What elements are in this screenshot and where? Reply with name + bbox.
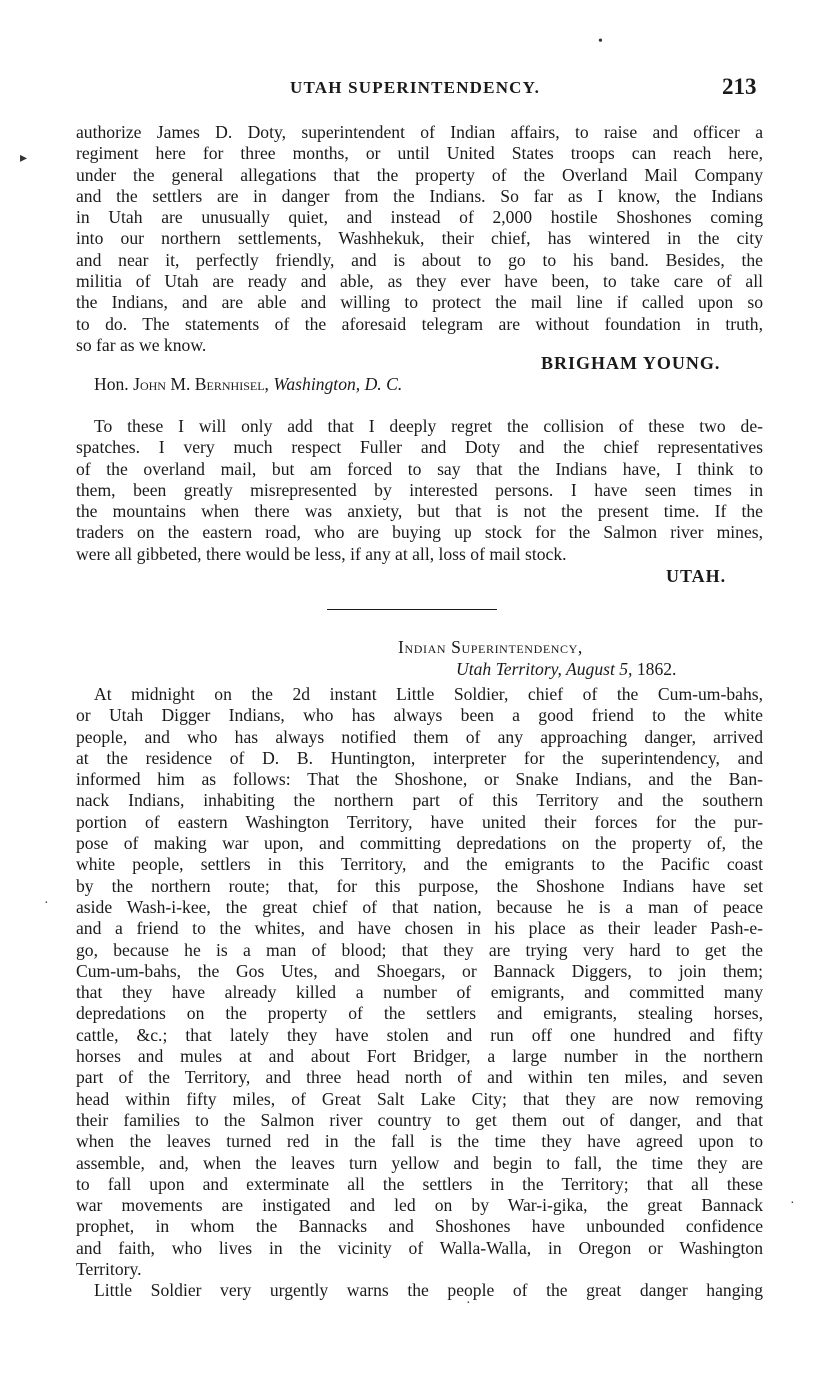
- letter-dateline: [456, 659, 676, 680]
- text-line: people, and who has always notified them of any approaching danger, arrived: [76, 726, 763, 747]
- letter-paragraph: [76, 684, 763, 1302]
- page-number: 213: [722, 74, 757, 99]
- text-line: pose of making war upon, and committing depredations on the property of, the: [76, 833, 763, 854]
- text-line: to fall upon and exterminate all the settlers in the Territory; that all these: [76, 1173, 763, 1194]
- letter-year: 1862.: [632, 659, 677, 679]
- text-line: horses and mules at and about Fort Bridger, a large number in the northern: [76, 1046, 763, 1067]
- text-line: that they have already killed a number of emigrants, and committed many: [76, 982, 763, 1003]
- text-line: To these I will only add that I deeply regret the collision of these two de-: [94, 416, 763, 436]
- text-line: Territory.: [76, 1259, 142, 1280]
- margin-dot-mark: •: [598, 34, 603, 49]
- letter-office-heading: Indian Superintendency,: [398, 637, 583, 657]
- running-title: UTAH SUPERINTENDENCY.: [290, 78, 541, 97]
- text-line: to do. The statements of the aforesaid telegram are without foundation in truth,: [76, 313, 763, 334]
- text-line: so far as we know.: [76, 334, 207, 355]
- running-head: [0, 76, 828, 102]
- text-line: cattle, &c.; that lately they have stolen and run off one hundred and fifty: [76, 1024, 763, 1045]
- telegram-continued-paragraph: [76, 122, 763, 356]
- text-line: and near it, perfectly friendly, and is about to go to his band. Besides, the: [76, 249, 763, 270]
- text-line: and the settlers are in danger from the Indians. So far as I know, the Indians: [76, 185, 763, 206]
- text-line: at the residence of D. B. Huntington, interpreter for the superintendency, and: [76, 747, 763, 768]
- text-line: prophet, in whom the Bannacks and Shoshones have unbounded confidence: [76, 1216, 763, 1237]
- text-line: At midnight on the 2d instant Little Soldier, chief of the Cum-um-bahs,: [94, 684, 763, 704]
- letter-place-date: Utah Territory, August 5,: [456, 659, 633, 679]
- text-line: under the general allegations that the property of the Overland Mail Company: [76, 164, 763, 185]
- addressee-name: John M. Bernhisel,: [133, 374, 269, 394]
- addressee-prefix: Hon.: [94, 374, 134, 394]
- text-line: spatches. I very much respect Fuller and Doty and the chief representatives: [76, 437, 763, 458]
- addressee-place: Washington, D. C.: [273, 374, 403, 394]
- text-line: head within fifty miles, of Great Salt Lake City; that they are now removing: [76, 1088, 763, 1109]
- text-line: go, because he is a man of blood; that they are trying very hard to get the: [76, 939, 763, 960]
- margin-dot-mark: ·: [466, 1296, 471, 1311]
- text-line: when the leaves turned red in the fall is the time they have agreed upon to: [76, 1131, 763, 1152]
- signature-utah: UTAH.: [666, 566, 727, 586]
- text-line: in Utah are unusually quiet, and instead of 2,000 hostile Shoshones coming: [76, 207, 763, 228]
- signature-brigham-young: BRIGHAM YOUNG.: [541, 353, 721, 373]
- text-line: the Indians, and are able and willing to protect the mail line if called upon so: [76, 292, 763, 313]
- text-line: of the overland mail, but am forced to say that the Indians have, I think to: [76, 458, 763, 479]
- addressee-line: [94, 374, 402, 395]
- text-line: war movements are instigated and led on by War-i-gika, the great Bannack: [76, 1195, 763, 1216]
- text-line: part of the Territory, and three head north of and within ten miles, and seven: [76, 1067, 763, 1088]
- text-line: nack Indians, inhabiting the northern part of this Territory and the southern: [76, 790, 763, 811]
- margin-dot-mark: ·: [44, 896, 49, 911]
- comment-paragraph: [76, 416, 763, 565]
- margin-arrow-mark: ▸: [20, 151, 28, 166]
- text-line: depredations on the property of the settlers and emigrants, stealing horses,: [76, 1003, 763, 1024]
- text-line: regiment here for three months, or until United States troops can reach here,: [76, 143, 763, 164]
- text-line: them, been greatly misrepresented by interested persons. I have seen times in: [76, 479, 763, 500]
- text-line: white people, settlers in this Territory, and the emigrants to the Pacific coast: [76, 854, 763, 875]
- text-line: portion of eastern Washington Territory, have united their forces for the pur-: [76, 811, 763, 832]
- text-line: authorize James D. Doty, superintendent of Indian affairs, to raise and officer a: [76, 122, 763, 142]
- text-line: informed him as follows: That the Shoshone, or Snake Indians, and the Ban-: [76, 769, 763, 790]
- text-line: or Utah Digger Indians, who has always been a good friend to the white: [76, 705, 763, 726]
- text-line: and faith, who lives in the vicinity of Walla-Walla, in Oregon or Washington: [76, 1237, 763, 1258]
- section-divider-rule: [327, 609, 497, 610]
- text-line: assemble, and, when the leaves turn yellow and begin to fall, the time they are: [76, 1152, 763, 1173]
- text-line: by the northern route; that, for this purpose, the Shoshone Indians have set: [76, 875, 763, 896]
- text-line: aside Wash-i-kee, the great chief of that nation, because he is a man of peace: [76, 896, 763, 917]
- text-line: Little Soldier very urgently warns the people of the great danger hanging: [94, 1280, 763, 1301]
- text-line: and a friend to the whites, and have chosen in his place as their leader Pash-e-: [76, 918, 763, 939]
- margin-dot-mark: ·: [790, 1196, 795, 1211]
- text-line: into our northern settlements, Washhekuk, their chief, has wintered in the city: [76, 228, 763, 249]
- text-line: militia of Utah are ready and able, as they ever have been, to take care of all: [76, 271, 763, 292]
- text-line: were all gibbeted, there would be less, if any at all, loss of mail stock.: [76, 543, 567, 564]
- text-line: the mountains when there was anxiety, but that is not the present time. If the: [76, 501, 763, 522]
- text-line: Cum-um-bahs, the Gos Utes, and Shoegars, or Bannack Diggers, to join them;: [76, 960, 763, 981]
- text-line: their families to the Salmon river country to get them out of danger, and that: [76, 1109, 763, 1130]
- text-line: traders on the eastern road, who are buying up stock for the Salmon river mines,: [76, 522, 763, 543]
